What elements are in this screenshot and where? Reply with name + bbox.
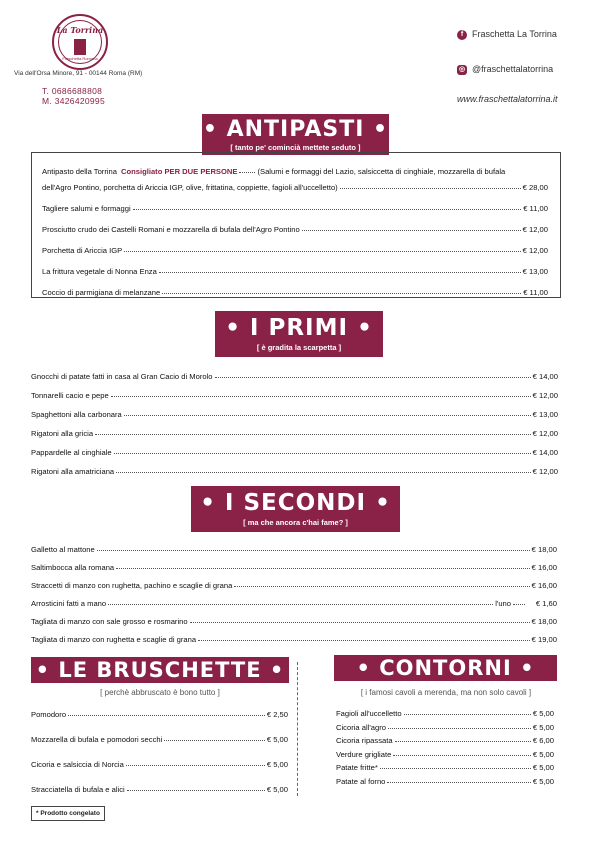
item-price: € 14,00 xyxy=(532,448,558,457)
dot-leader xyxy=(111,396,531,397)
list-item xyxy=(31,468,558,487)
primi-banner xyxy=(215,311,383,357)
item-name: Galletto al mattone xyxy=(31,545,95,554)
item-name: Cicoria ripassata xyxy=(336,736,393,745)
item-price: € 5,00 xyxy=(532,722,554,732)
item-price: € 5,00 xyxy=(532,749,554,759)
list-item xyxy=(31,582,557,600)
item-description-cont: dell'Agro Pontino, porchetta di Ariccia IGP, olive, frittatina, coppiette, fagioli all'uccelletto) xyxy=(42,183,338,192)
item-price: € 11,00 xyxy=(523,204,548,213)
item-price: € 5,00 xyxy=(532,709,554,718)
list-item xyxy=(31,411,558,430)
item-price: € 2,50 xyxy=(266,710,288,719)
list-item xyxy=(31,430,558,449)
item-name: Fagioli all'uccelletto xyxy=(336,709,402,718)
list-item xyxy=(31,564,557,582)
item-name: Tagliere salumi e formaggi xyxy=(42,204,131,213)
item-price: € 13,00 xyxy=(532,410,558,419)
dot-leader xyxy=(380,768,531,769)
list-item xyxy=(31,761,288,786)
footnote: * Prodotto congelato xyxy=(31,806,105,821)
list-item xyxy=(31,600,557,618)
dot-leader xyxy=(126,765,265,766)
list-item xyxy=(31,618,557,636)
item-price: € 5,00 xyxy=(532,776,554,786)
address: Via dell'Orsa Minore, 91 - 00144 Roma (RM) xyxy=(14,70,143,77)
secondi-banner xyxy=(191,486,400,532)
item-price: € 28,00 xyxy=(522,183,548,192)
item-name: Patate al forno xyxy=(336,776,386,786)
contorni-subtitle: [ i famosi cavoli a merenda, ma non solo cavoli ] xyxy=(360,688,532,697)
dot-leader xyxy=(234,586,529,587)
item-price: € 12,00 xyxy=(532,467,558,476)
dot-leader xyxy=(162,293,521,294)
list-item xyxy=(336,724,554,738)
item-description: (Salumi e formaggi del Lazio, salsiccetta di cinghiale, mozzarella di bufala xyxy=(257,167,506,176)
dot-leader xyxy=(116,472,531,473)
contorni-title: • CONTORNI • xyxy=(356,656,535,680)
list-item xyxy=(31,392,558,411)
dot-leader xyxy=(239,172,255,173)
item-name: Stracciatella di bufala e alici xyxy=(31,785,125,794)
mobile: M. 3426420995 xyxy=(42,96,105,106)
bruschette-title: • LE BRUSCHETTE • xyxy=(35,658,285,682)
list-item xyxy=(336,778,554,792)
list-item xyxy=(31,736,288,761)
antipasti-list xyxy=(42,168,548,310)
primi-title: • I PRIMI • xyxy=(225,315,373,341)
list-item xyxy=(42,168,548,184)
dot-leader xyxy=(133,209,522,210)
item-price: € 18,00 xyxy=(531,545,557,554)
logo-script: La Torrina xyxy=(56,25,104,35)
list-item xyxy=(31,373,558,392)
list-item xyxy=(336,710,554,724)
item-unit: l'uno xyxy=(495,599,511,608)
item-price: € 14,00 xyxy=(532,372,558,381)
item-name: Pomodoro xyxy=(31,710,67,719)
item-name: Spaghettoni alla carbonara xyxy=(31,410,122,419)
dot-leader xyxy=(68,715,265,716)
dot-leader xyxy=(108,604,493,605)
dot-leader xyxy=(95,434,531,435)
dot-leader xyxy=(116,568,530,569)
item-name: Patate fritte* xyxy=(336,763,378,772)
item-name: Cicoria e salsiccia di Norcia xyxy=(31,760,124,769)
list-item xyxy=(42,289,548,310)
secondi-subtitle: [ ma che ancora c'hai fame? ] xyxy=(243,518,348,527)
dot-leader xyxy=(513,604,525,605)
antipasti-title: • ANTIPASTI • xyxy=(202,117,389,142)
antipasti-subtitle: [ tanto pe' comincià mettete seduto ] xyxy=(230,143,361,152)
dot-leader xyxy=(190,622,530,623)
item-name: La frittura vegetale di Nonna Enza xyxy=(42,267,157,276)
facebook-icon: f xyxy=(457,30,467,40)
contorni-banner xyxy=(334,655,557,681)
item-price: € 11,00 xyxy=(523,288,548,297)
dot-leader xyxy=(164,740,265,741)
item-price: € 1,60 xyxy=(535,599,557,608)
instagram-label: @fraschettalatorrina xyxy=(472,64,554,74)
list-item xyxy=(31,546,557,564)
dot-leader xyxy=(387,782,530,783)
list-item xyxy=(42,205,548,226)
dot-leader xyxy=(159,272,521,273)
dot-leader xyxy=(114,453,531,454)
item-name: Rigatoni alla amatriciana xyxy=(31,467,115,476)
list-item xyxy=(42,226,548,247)
item-price: € 13,00 xyxy=(522,267,548,276)
item-name: Tagliata di manzo con rughetta e scaglie di grana xyxy=(31,635,197,644)
item-name: Antipasto della Torrina xyxy=(42,167,117,176)
item-name: Verdure grigliate xyxy=(336,749,392,759)
logo-subtitle: Fraschetta Romana xyxy=(62,56,98,61)
list-item xyxy=(42,184,548,205)
antipasti-banner xyxy=(202,114,389,155)
column-divider xyxy=(297,662,299,796)
secondi-title: • I SECONDI • xyxy=(200,490,391,516)
list-item xyxy=(42,268,548,289)
list-item xyxy=(336,737,554,751)
logo xyxy=(52,14,108,70)
dot-leader xyxy=(124,415,531,416)
bruschette-banner xyxy=(31,657,289,683)
instagram-link[interactable] xyxy=(457,64,553,75)
website-link[interactable]: www.fraschettalatorrina.it xyxy=(457,94,558,104)
item-price: € 12,00 xyxy=(532,429,558,438)
item-price: € 5,00 xyxy=(266,785,288,794)
item-name: Pappardelle al cinghiale xyxy=(31,448,112,457)
item-name: Arrosticini fatti a mano xyxy=(31,599,107,608)
dot-leader xyxy=(97,550,530,551)
list-item xyxy=(42,247,548,268)
item-name: Rigatoni alla gricia xyxy=(31,429,94,438)
item-name: Saltimbocca alla romana xyxy=(31,563,115,572)
tower-icon xyxy=(74,39,86,55)
item-name: Porchetta di Ariccia IGP xyxy=(42,246,123,255)
item-name: Gnocchi di patate fatti in casa al Gran Cacio di Morolo xyxy=(31,372,213,381)
dot-leader xyxy=(340,188,521,189)
list-item xyxy=(31,449,558,468)
dot-leader xyxy=(395,741,531,742)
contorni-list xyxy=(336,710,554,791)
item-price: € 6,00 xyxy=(532,736,554,745)
facebook-link[interactable] xyxy=(457,29,557,40)
list-item xyxy=(336,764,554,778)
item-price: € 5,00 xyxy=(532,763,554,772)
item-price: € 5,00 xyxy=(266,760,288,769)
item-price: € 19,00 xyxy=(531,635,557,644)
bruschette-list xyxy=(31,711,288,811)
facebook-label: Fraschetta La Torrina xyxy=(472,29,557,39)
phone: T. 0686688808 xyxy=(42,86,103,96)
item-name: Tagliata di manzo con sale grosso e rosmarino xyxy=(31,617,188,626)
dot-leader xyxy=(393,755,531,756)
item-name: Tonnarelli cacio e pepe xyxy=(31,391,109,400)
item-name: Coccio di parmigiana di melanzane xyxy=(42,288,161,297)
item-price: € 16,00 xyxy=(531,581,557,590)
primi-list xyxy=(31,373,558,487)
item-price: € 12,00 xyxy=(522,246,548,255)
dot-leader xyxy=(198,640,530,641)
item-price: € 18,00 xyxy=(531,617,557,626)
list-item xyxy=(336,751,554,765)
dot-leader xyxy=(302,230,521,231)
list-item xyxy=(31,711,288,736)
dot-leader xyxy=(404,714,531,715)
bruschette-subtitle: [ perchè abbruscato è bono tutto ] xyxy=(100,688,220,697)
item-price: € 16,00 xyxy=(531,563,557,572)
item-name: Straccetti di manzo con rughetta, pachino e scaglie di grana xyxy=(31,581,233,590)
instagram-icon: ◎ xyxy=(458,65,466,73)
item-name: Prosciutto crudo dei Castelli Romani e mozzarella di bufala dell'Agro Pontino xyxy=(42,225,300,234)
dot-leader xyxy=(124,251,520,252)
secondi-list xyxy=(31,546,557,654)
item-name: Cicoria all'agro xyxy=(336,722,386,732)
dot-leader xyxy=(127,790,265,791)
item-highlight: Consigliato PER DUE PERSONE xyxy=(121,167,238,176)
item-price: € 5,00 xyxy=(266,735,288,744)
item-name: Mozzarella di bufala e pomodori secchi xyxy=(31,735,163,744)
primi-subtitle: [ è gradita la scarpetta ] xyxy=(256,343,342,352)
dot-leader xyxy=(215,377,531,378)
list-item xyxy=(31,636,557,654)
dot-leader xyxy=(388,728,531,729)
item-price: € 12,00 xyxy=(522,225,548,234)
item-price: € 12,00 xyxy=(532,391,558,400)
